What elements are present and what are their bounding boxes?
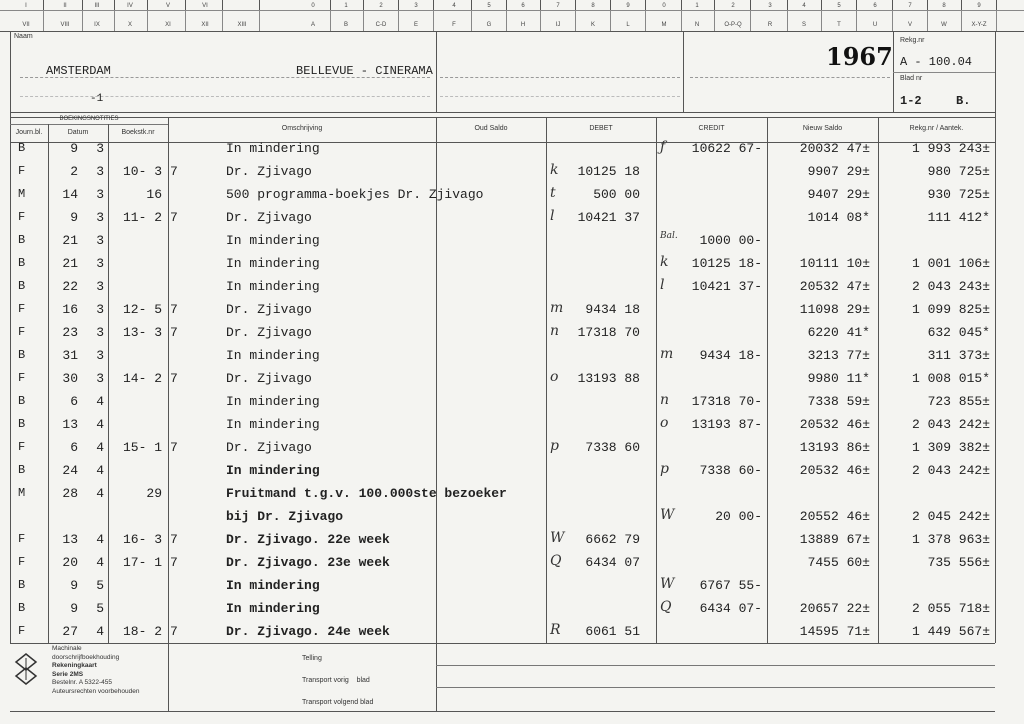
rekg-cell: 632 045*	[927, 325, 990, 340]
day-cell: 6	[70, 394, 78, 409]
nieuw-saldo-cell: 9407 29±	[807, 187, 870, 202]
nieuw-saldo-cell: 7455 60±	[807, 555, 870, 570]
index-lower-label: E	[413, 22, 418, 28]
credit-cell: 1000 00-	[699, 233, 762, 248]
day-cell: 9	[70, 601, 78, 616]
description-cell: 500 programma-boekjes Dr. Zjivago	[226, 187, 484, 202]
index-lower-label: C-D	[375, 22, 387, 28]
index-tick	[114, 0, 115, 10]
index-upper-label: I	[25, 3, 27, 9]
description-cell: Dr. Zjivago	[226, 164, 312, 179]
credit-cell: 7338 60-	[699, 463, 762, 478]
index-lower-label: U	[872, 22, 878, 28]
journ-cell: B	[18, 256, 26, 270]
company-name: BELLEVUE - CINERAMA	[296, 64, 433, 78]
rekg-cell: 1 378 963±	[911, 532, 990, 547]
day-cell: 2	[70, 164, 78, 179]
boekstuk-suffix-cell: 7	[170, 440, 178, 455]
index-lower-label: X-Y-Z	[971, 22, 987, 28]
description-cell: bij Dr. Zjivago	[226, 509, 344, 524]
debet-mark: Q	[550, 553, 562, 569]
index-lower-label: N	[694, 22, 700, 28]
debet-header: DEBET	[589, 125, 613, 132]
boekstuk-cell: 12- 5	[122, 302, 162, 317]
boekstuk-cell: 17- 1	[122, 555, 162, 570]
index-lower-label: W	[941, 22, 947, 28]
journ-cell: B	[18, 233, 26, 247]
description-cell: In mindering	[226, 279, 320, 294]
boekstuk-suffix-cell: 7	[170, 532, 178, 547]
day-cell: 14	[62, 187, 78, 202]
credit-mark: W	[660, 507, 675, 523]
boekstuk-cell: 15- 1	[122, 440, 162, 455]
index-upper-label: 2	[731, 3, 735, 9]
rekg-cell: 1 099 825±	[911, 302, 990, 317]
index-tick	[43, 0, 44, 10]
index-tick	[147, 0, 148, 10]
index-upper-label: 3	[768, 3, 772, 9]
city-name: AMSTERDAM	[46, 64, 111, 78]
index-lower-label: H	[520, 22, 526, 28]
month-cell: 4	[96, 624, 104, 639]
month-cell: 4	[96, 486, 104, 501]
rekg-cell: 2 045 242±	[911, 509, 990, 524]
index-upper-label: 4	[802, 3, 806, 9]
index-tick	[185, 0, 186, 10]
journ-cell: B	[18, 394, 26, 408]
day-cell: 9	[70, 141, 78, 156]
boekstuk-cell: 10- 3	[122, 164, 162, 179]
index-tick	[506, 0, 507, 10]
nieuw-saldo-cell: 20032 47±	[799, 141, 870, 156]
month-cell: 4	[96, 417, 104, 432]
credit-mark: n	[660, 392, 670, 408]
index-lower-label: G	[486, 22, 492, 28]
boekstuk-cell: 13- 3	[122, 325, 162, 340]
month-cell: 5	[96, 578, 104, 593]
nieuw-saldo-cell: 13889 67±	[799, 532, 870, 547]
index-tick	[433, 0, 434, 10]
rekg-cell: 1 449 567±	[911, 624, 990, 639]
day-cell: 27	[62, 624, 78, 639]
day-cell: 28	[62, 486, 78, 501]
index-tick	[222, 0, 223, 10]
index-upper-label: 4	[452, 3, 456, 9]
index-lower-label: B	[343, 22, 348, 28]
index-tick	[821, 0, 822, 10]
oud-saldo-header: Oud Saldo	[474, 125, 508, 132]
day-cell: 21	[62, 233, 78, 248]
day-cell: 30	[62, 371, 78, 386]
debet-cell: 7338 60	[585, 440, 640, 455]
boekstuk-suffix-cell: 7	[170, 302, 178, 317]
index-lower-label: A	[310, 22, 315, 28]
month-cell: 3	[96, 371, 104, 386]
rekg-cell: 1 993 243±	[911, 141, 990, 156]
journ-cell: F	[18, 164, 26, 178]
index-lower-label: V	[907, 22, 912, 28]
credit-cell: 6767 55-	[699, 578, 762, 593]
nieuw-saldo-cell: 6220 41*	[807, 325, 870, 340]
journ-cell: M	[18, 486, 26, 500]
blad-value: 1-2	[900, 94, 922, 108]
month-cell: 3	[96, 348, 104, 363]
journ-cell: B	[18, 463, 26, 477]
index-tick	[540, 0, 541, 10]
index-tick	[259, 0, 260, 10]
nieuw-saldo-cell: 9907 29±	[807, 164, 870, 179]
blad-label: Blad nr	[900, 75, 923, 82]
description-cell: In mindering	[226, 348, 320, 363]
index-upper-label: VI	[202, 3, 208, 9]
debet-cell: 17318 70	[577, 325, 640, 340]
description-cell: In mindering	[226, 256, 320, 271]
day-cell: 24	[62, 463, 78, 478]
index-upper-label: 0	[311, 3, 315, 9]
debet-mark: W	[550, 530, 565, 546]
day-cell: 13	[62, 532, 78, 547]
day-cell: 21	[62, 256, 78, 271]
journ-cell: F	[18, 624, 26, 638]
index-upper-label: 1	[344, 3, 348, 9]
index-upper-label: 1	[695, 3, 699, 9]
month-cell: 3	[96, 187, 104, 202]
boekingsnotities-header: BOEKINGSNOTITIES	[59, 116, 119, 122]
day-cell: 13	[62, 417, 78, 432]
month-cell: 3	[96, 141, 104, 156]
boekstuk-suffix-cell: 7	[170, 210, 178, 225]
description-cell: Dr. Zjivago	[226, 440, 312, 455]
month-cell: 5	[96, 601, 104, 616]
index-upper-label: V	[165, 3, 170, 9]
description-cell: Dr. Zjivago. 24e week	[226, 624, 390, 639]
index-tick	[681, 0, 682, 10]
rekg-aantek-header: Rekg.nr / Aantek.	[909, 125, 964, 132]
index-lower-label: O-P-Q	[724, 22, 742, 28]
index-lower-label: VII	[22, 22, 30, 28]
rekg-cell: 2 043 242±	[911, 417, 990, 432]
description-cell: In mindering	[226, 601, 320, 616]
credit-cell: 10622 67-	[691, 141, 762, 156]
credit-mark: ƒ	[660, 139, 666, 155]
index-upper-label: II	[63, 3, 67, 9]
index-upper-label: 3	[414, 3, 418, 9]
rekg-cell: 1 309 382±	[911, 440, 990, 455]
description-cell: Dr. Zjivago	[226, 210, 312, 225]
transport-vorig-label: Transport vorig blad	[302, 677, 370, 684]
description-cell: In mindering	[226, 141, 320, 156]
index-upper-label: 0	[662, 3, 666, 9]
rekg-cell: 930 725±	[927, 187, 990, 202]
boekstuk-suffix-cell: 7	[170, 164, 178, 179]
rekg-cell: 311 373±	[927, 348, 990, 363]
month-cell: 3	[96, 256, 104, 271]
index-tick	[363, 0, 364, 10]
debet-cell: 9434 18	[585, 302, 640, 317]
nieuw-saldo-header: Nieuw Saldo	[802, 125, 843, 132]
boekstuk-suffix-cell: 7	[170, 325, 178, 340]
month-cell: 3	[96, 233, 104, 248]
dash-mark: -1	[90, 93, 104, 105]
nieuw-saldo-cell: 14595 71±	[799, 624, 870, 639]
journ-cell: F	[18, 210, 26, 224]
index-tick	[645, 0, 646, 10]
day-cell: 22	[62, 279, 78, 294]
nieuw-saldo-cell: 20657 22±	[799, 601, 870, 616]
rekg-cell: 735 556±	[927, 555, 990, 570]
boekstuk-cell: 11- 2	[122, 210, 162, 225]
debet-cell: 6061 51	[585, 624, 640, 639]
nieuw-saldo-cell: 11098 29±	[799, 302, 870, 317]
journ-cell: F	[18, 302, 26, 316]
rekg-value: A - 100.04	[900, 55, 973, 69]
index-lower-label: IJ	[555, 22, 561, 28]
rekg-cell: 723 855±	[927, 394, 990, 409]
rekg-cell: 111 412*	[927, 210, 990, 225]
index-upper-label: 9	[977, 3, 981, 9]
credit-mark: p	[660, 461, 669, 477]
index-tick	[471, 0, 472, 10]
journ-cell: F	[18, 325, 26, 339]
nieuw-saldo-cell: 10111 10±	[799, 256, 870, 271]
index-tick	[892, 0, 893, 10]
index-lower-label: VIII	[60, 22, 70, 28]
journ-cell: F	[18, 555, 26, 569]
credit-mark: o	[660, 415, 669, 431]
index-lower-label: XI	[165, 22, 171, 28]
debet-cell: 13193 88	[577, 371, 640, 386]
credit-cell: 17318 70-	[691, 394, 762, 409]
journ-cell: B	[18, 601, 26, 615]
description-cell: Dr. Zjivago. 22e week	[226, 532, 390, 547]
debet-mark: t	[550, 185, 556, 201]
credit-cell: 10421 37-	[691, 279, 762, 294]
day-cell: 9	[70, 578, 78, 593]
description-cell: In mindering	[226, 394, 320, 409]
index-lower-label: R	[767, 22, 773, 28]
index-upper-label: 5	[837, 3, 841, 9]
boekstuk-suffix-cell: 7	[170, 624, 178, 639]
day-cell: 23	[62, 325, 78, 340]
index-upper-label: 9	[626, 3, 630, 9]
debet-mark: l	[550, 208, 555, 224]
day-cell: 16	[62, 302, 78, 317]
naam-label: Naam	[14, 33, 33, 40]
index-tick	[610, 0, 611, 10]
index-upper-label: 7	[556, 3, 560, 9]
index-tick	[330, 0, 331, 10]
journ-cell: F	[18, 532, 26, 546]
month-cell: 3	[96, 302, 104, 317]
debet-mark: n	[550, 323, 560, 339]
month-cell: 4	[96, 463, 104, 478]
day-cell: 20	[62, 555, 78, 570]
index-tick	[856, 0, 857, 10]
credit-cell: 9434 18-	[699, 348, 762, 363]
nieuw-saldo-cell: 3213 77±	[807, 348, 870, 363]
credit-mark: k	[660, 254, 669, 270]
boekstuk-cell: 14- 2	[122, 371, 162, 386]
nieuw-saldo-cell: 9980 11*	[807, 371, 870, 386]
rekg-label: Rekg.nr	[900, 37, 925, 44]
journ-cell: B	[18, 348, 26, 362]
rekg-cell: 2 043 243±	[911, 279, 990, 294]
description-cell: Dr. Zjivago. 23e week	[226, 555, 390, 570]
index-tick	[398, 0, 399, 10]
debet-mark: p	[550, 438, 559, 454]
year: 1967	[826, 42, 893, 71]
index-lower-label: IX	[94, 22, 100, 28]
datum-header: Datum	[67, 129, 89, 136]
month-cell: 3	[96, 164, 104, 179]
brand-text: Machinale doorschrijfboekhouding Rekeningkaart Serie 2MS Bestelnr. A 5322-455 Auteursrechten voorbehouden	[52, 645, 140, 695]
month-cell: 3	[96, 325, 104, 340]
credit-cell: 10125 18-	[691, 256, 762, 271]
credit-mark: l	[660, 277, 665, 293]
blad-letter: B.	[956, 94, 971, 108]
debet-mark: o	[550, 369, 559, 385]
boekstuk-cell: 29	[146, 486, 162, 501]
month-cell: 4	[96, 440, 104, 455]
rekg-cell: 2 043 242±	[911, 463, 990, 478]
index-tick	[961, 0, 962, 10]
description-cell: Dr. Zjivago	[226, 302, 312, 317]
credit-cell: 13193 87-	[691, 417, 762, 432]
rekg-cell: 1 001 106±	[911, 256, 990, 271]
rekg-cell: 2 055 718±	[911, 601, 990, 616]
month-cell: 3	[96, 279, 104, 294]
index-upper-label: 8	[942, 3, 946, 9]
debet-mark: m	[550, 300, 564, 316]
index-upper-label: 2	[379, 3, 383, 9]
index-upper-label: 8	[591, 3, 595, 9]
boekstuk-suffix-cell: 7	[170, 555, 178, 570]
index-lower-label: K	[590, 22, 595, 28]
index-lower-label: XIII	[237, 22, 247, 28]
journ-cell: B	[18, 279, 26, 293]
description-cell: In mindering	[226, 233, 320, 248]
index-lower-label: X	[127, 22, 132, 28]
index-lower-label: L	[626, 22, 630, 28]
boekstuk-cell: 16	[146, 187, 162, 202]
debet-cell: 500 00	[593, 187, 640, 202]
day-cell: 6	[70, 440, 78, 455]
description-cell: Dr. Zjivago	[226, 325, 312, 340]
journ-cell: F	[18, 371, 26, 385]
rekg-cell: 1 008 015*	[911, 371, 990, 386]
credit-mark: m	[660, 346, 674, 362]
journ-cell: B	[18, 417, 26, 431]
index-lower-label: S	[801, 22, 806, 28]
journ-cell: M	[18, 187, 26, 201]
index-tick	[750, 0, 751, 10]
index-tick	[927, 0, 928, 10]
index-upper-label: 7	[908, 3, 912, 9]
credit-cell: 6434 07-	[699, 601, 762, 616]
index-upper-label: 6	[521, 3, 525, 9]
day-cell: 31	[62, 348, 78, 363]
month-cell: 4	[96, 532, 104, 547]
boekstuk-cell: 16- 3	[122, 532, 162, 547]
index-upper-label: 5	[487, 3, 491, 9]
month-cell: 4	[96, 394, 104, 409]
description-cell: Dr. Zjivago	[226, 371, 312, 386]
index-lower-label: M	[661, 22, 667, 28]
credit-mark: Bal.	[660, 231, 678, 241]
index-tick	[82, 0, 83, 10]
journ-header: Journ.bl.	[15, 129, 43, 136]
index-lower-label: XII	[201, 22, 209, 28]
journ-cell: B	[18, 141, 26, 155]
rekg-cell: 980 725±	[927, 164, 990, 179]
month-cell: 4	[96, 555, 104, 570]
debet-cell: 6434 07	[585, 555, 640, 570]
debet-cell: 10421 37	[577, 210, 640, 225]
credit-mark: W	[660, 576, 675, 592]
index-upper-label: IV	[127, 3, 133, 9]
transport-volgend-label: Transport volgend blad	[302, 699, 374, 706]
index-lower-label: T	[837, 22, 841, 28]
debet-mark: k	[550, 162, 559, 178]
month-cell: 3	[96, 210, 104, 225]
credit-mark: Q	[660, 599, 672, 615]
index-tick	[575, 0, 576, 10]
brand-logo-icon	[14, 652, 38, 688]
nieuw-saldo-cell: 1014 08*	[807, 210, 870, 225]
nieuw-saldo-cell: 20532 47±	[799, 279, 870, 294]
boekstuk-cell: 18- 2	[122, 624, 162, 639]
debet-cell: 6662 79	[585, 532, 640, 547]
nieuw-saldo-cell: 20552 46±	[799, 509, 870, 524]
index-lower-label: F	[452, 22, 456, 28]
description-cell: In mindering	[226, 578, 320, 593]
nieuw-saldo-cell: 13193 86±	[799, 440, 870, 455]
index-tick	[996, 0, 997, 10]
nieuw-saldo-cell: 20532 46±	[799, 417, 870, 432]
nieuw-saldo-cell: 20532 46±	[799, 463, 870, 478]
debet-mark: R	[550, 622, 561, 638]
omschrijving-header: Omschrijving	[281, 125, 323, 132]
journ-cell: B	[18, 578, 26, 592]
debet-cell: 10125 18	[577, 164, 640, 179]
description-cell: Fruitmand t.g.v. 100.000ste bezoeker	[226, 486, 507, 501]
index-upper-label: 6	[873, 3, 877, 9]
day-cell: 9	[70, 210, 78, 225]
boekstk-header: Boekstk.nr	[121, 129, 155, 136]
description-cell: In mindering	[226, 463, 320, 478]
telling-label: Telling	[302, 655, 322, 662]
index-tick	[787, 0, 788, 10]
nieuw-saldo-cell: 7338 59±	[807, 394, 870, 409]
journ-cell: F	[18, 440, 26, 454]
boekstuk-suffix-cell: 7	[170, 371, 178, 386]
credit-cell: 20 00-	[715, 509, 762, 524]
index-upper-label: III	[94, 3, 100, 9]
credit-header: CREDIT	[698, 125, 725, 132]
description-cell: In mindering	[226, 417, 320, 432]
index-tick	[714, 0, 715, 10]
